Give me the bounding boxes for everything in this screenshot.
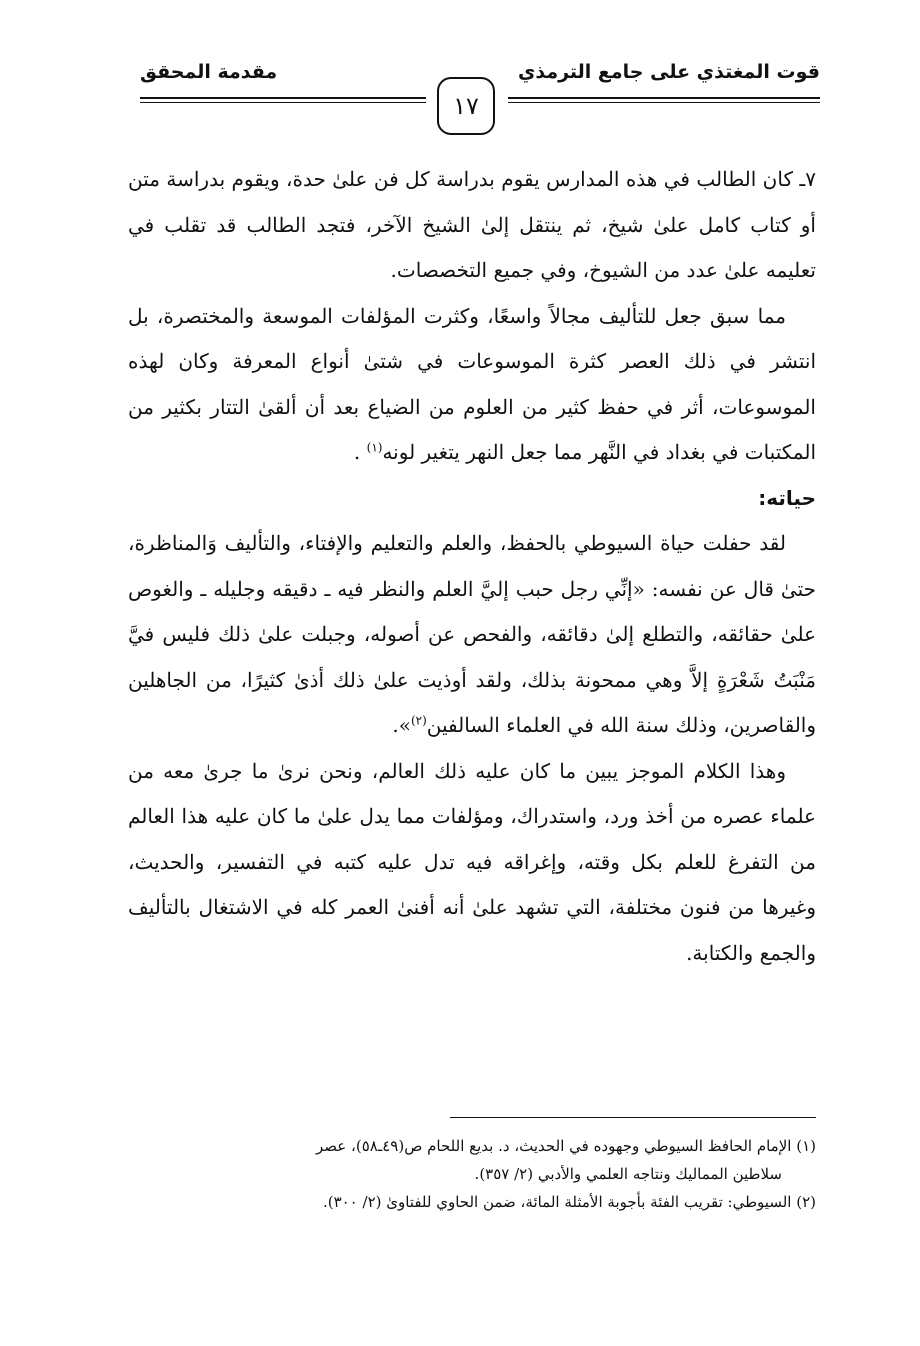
section-heading: حياته: [758,485,816,510]
paragraph-schools: ٧ـ كان الطالب في هذه المدارس يقوم بدراسة كل فن علىٰ حدة، ويقوم بدراسة متن أو كتاب كامل علىٰ شيخ، ثم ينتقل إلىٰ الشيخ الآخر، فتجد الطالب قد تقلب في تعليمه علىٰ عدد من الشيوخ، وفي جميع التخصصات. [128,167,816,282]
header-rule-left [140,97,426,99]
paragraph-text: مما سبق جعل للتأليف مجالاً واسعًا، وكثرت المؤلفات الموسعة والمختصرة، بل انتشر في ذلك العصر كثرة الموسوعات في شتىٰ أنواع المعرفة وكان لهذه الموسوعات، أثر في حفظ كثير من العلوم من الضياع بعد أن ألقىٰ التتار بكثير من المكتبات في بغداد في النَّهر مما جعل النهر يتغير لونه [128,303,816,464]
main-text [128,157,816,976]
punctuation: . [353,440,361,464]
footnote-1 [140,1132,816,1160]
footnote-number: (١) [796,1137,816,1155]
footnote-2 [140,1188,816,1216]
footnote-text: الإمام الحافظ السيوطي وجهوده في الحديث، د. بديع اللحام ص(٤٩ـ٥٨)، عصر [316,1137,792,1155]
paragraph-text: لقد حفلت حياة السيوطي بالحفظ، والعلم والتعليم والإفتاء، والتأليف وَالمناظرة، حتىٰ قال عن نفسه: «إنِّي رجل حبب إليَّ العلم والنظر فيه ـ دقيقه وجليله ـ والغوص علىٰ حقائقه، والتطلع إلىٰ دقائقه، والفحص عن أصوله، وجبلت علىٰ ذلك فليس فيَّ مَنْبَتُ شَعْرَةٍ إلاَّ وهي ممحونة بذلك، ولقد أوذيت علىٰ ذلك أذىٰ كثيرًا، من الجاهلين والقاصرين، وذلك سنة الله في العلماء السالفين [128,531,816,737]
footnote-ref-2: (٢) [410,713,427,728]
header-rule-right [508,97,820,99]
paragraph-encyclopedias [128,294,816,476]
paragraph-biography [128,521,816,749]
page-header [140,55,820,135]
footnote-text: السيوطي: تقريب الفئة بأجوبة الأمثلة المائة، ضمن الحاوي للفتاوىٰ (٢/ ٣٠٠). [322,1193,792,1211]
punctuation: ». [392,713,411,737]
footnotes [140,1132,816,1216]
page-number: ١٧ [437,77,495,135]
footnote-ref-1: (١) [366,440,383,455]
footnote-1-continued: سلاطين المماليك ونتاجه العلمي والأدبي (٢/ ٣٥٧). [474,1165,782,1183]
footnote-number: (٢) [796,1193,816,1211]
footnote-separator [450,1117,816,1118]
section-title: مقدمة المحقق [140,61,278,83]
book-title: قوت المغتذي على جامع الترمذي [517,61,820,83]
paragraph-summary: وهذا الكلام الموجز يبين ما كان عليه ذلك العالم، ونحن نرىٰ ما جرىٰ معه من علماء عصره من أخذ ورد، واستدراك، ومؤلفات مما يدل علىٰ ما كان عليه هذا العالم من التفرغ للعلم بكل وقته، وإغراقه فيه تدل عليه كتبه في التفسير، والحديث، وغيرها من فنون مختلفة، التي تشهد علىٰ أنه أفنىٰ العمر كله في الاشتغال بالتأليف والجمع والكتابة. [128,758,816,965]
